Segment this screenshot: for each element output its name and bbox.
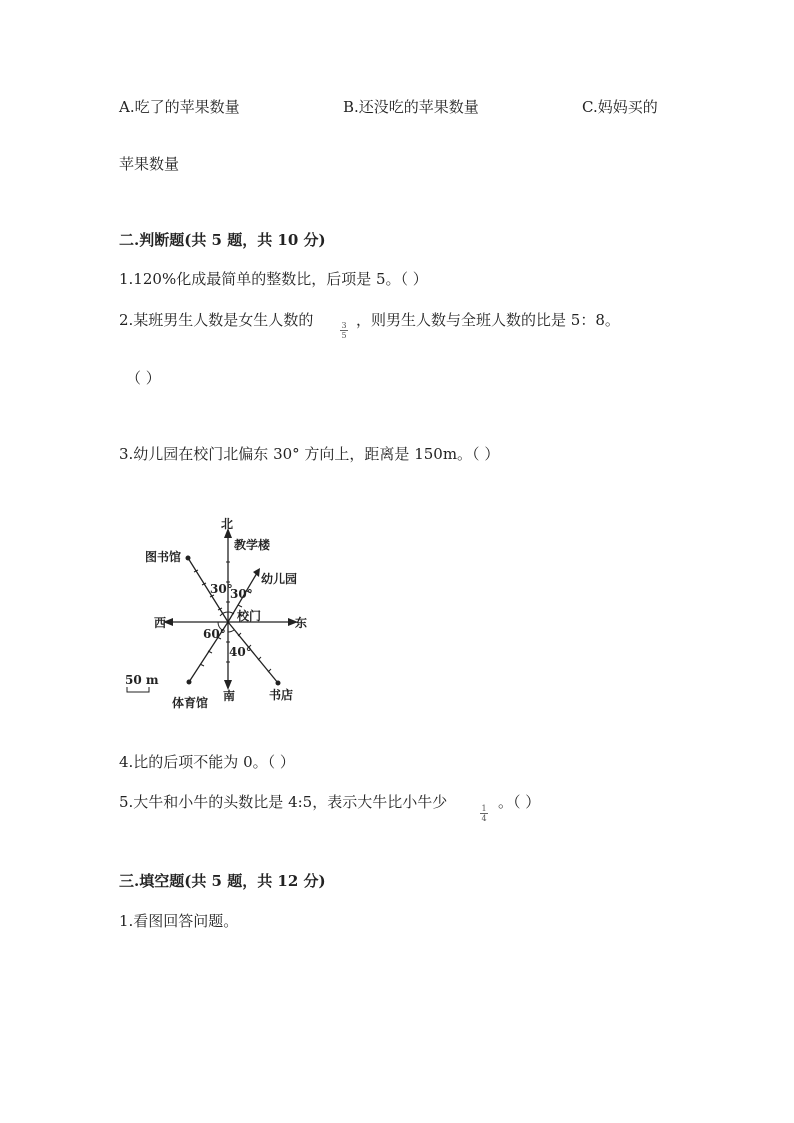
option-b: B.还没吃的苹果数量 (343, 98, 479, 116)
option-c-continued: 苹果数量 (119, 155, 180, 173)
angle-bookstore-label: 40° (229, 645, 252, 659)
direction-map (110, 512, 330, 712)
question-2-3: 3.幼儿园在校门北偏东 30° 方向上，距离是 150m。（ ） (119, 445, 500, 463)
question-2-4: 4.比的后项不能为 0。（ ） (119, 753, 295, 771)
option-a: A.吃了的苹果数量 (119, 98, 240, 116)
bookstore-label: 书店 (269, 688, 294, 702)
fraction-numerator: 1 (481, 804, 487, 813)
gym-label: 体育馆 (172, 696, 209, 710)
fraction-denominator: 4 (481, 814, 487, 823)
question-2-5-text-after: 。（ ） (498, 793, 541, 811)
angle-kindergarten-label: 30° (230, 587, 253, 601)
east-label: 东 (295, 616, 308, 630)
west-label: 西 (154, 616, 167, 630)
question-2-2-text: 2.某班男生人数是女生人数的 (119, 311, 314, 329)
north-label: 北 (221, 517, 234, 531)
teaching-building-label: 教学楼 (234, 538, 271, 552)
scale-bar (127, 687, 149, 692)
kindergarten-label: 幼儿园 (261, 572, 298, 586)
question-2-5-text: 5.大牛和小牛的头数比是 4:5，表示大牛比小牛少 (119, 793, 448, 811)
school-gate-label: 校门 (237, 609, 262, 623)
library-label: 图书馆 (145, 550, 182, 564)
question-2-2-answer-paren: （ ） (126, 369, 161, 387)
angle-gym-label: 60° (203, 627, 226, 641)
section-2-title: 二.判断题(共 5 题，共 10 分) (119, 231, 326, 249)
question-2-1: 1.120%化成最简单的整数比，后项是 5。（ ） (119, 270, 428, 288)
angle-library-label: 30° (210, 582, 233, 596)
question-2-5-fraction (478, 804, 490, 823)
fraction-denominator: 5 (341, 331, 347, 340)
fraction-numerator: 3 (341, 321, 347, 330)
scale-label: 50 m (125, 673, 159, 687)
question-2-2-fraction (338, 321, 350, 340)
section-3-title: 三.填空题(共 5 题，共 12 分) (119, 872, 326, 890)
south-label: 南 (223, 689, 236, 703)
question-2-2-text-after: ，则男生人数与全班人数的比是 5：8。 (356, 311, 620, 329)
question-3-1: 1.看图回答问题。 (119, 912, 239, 930)
option-c: C.妈妈买的 (582, 98, 658, 116)
